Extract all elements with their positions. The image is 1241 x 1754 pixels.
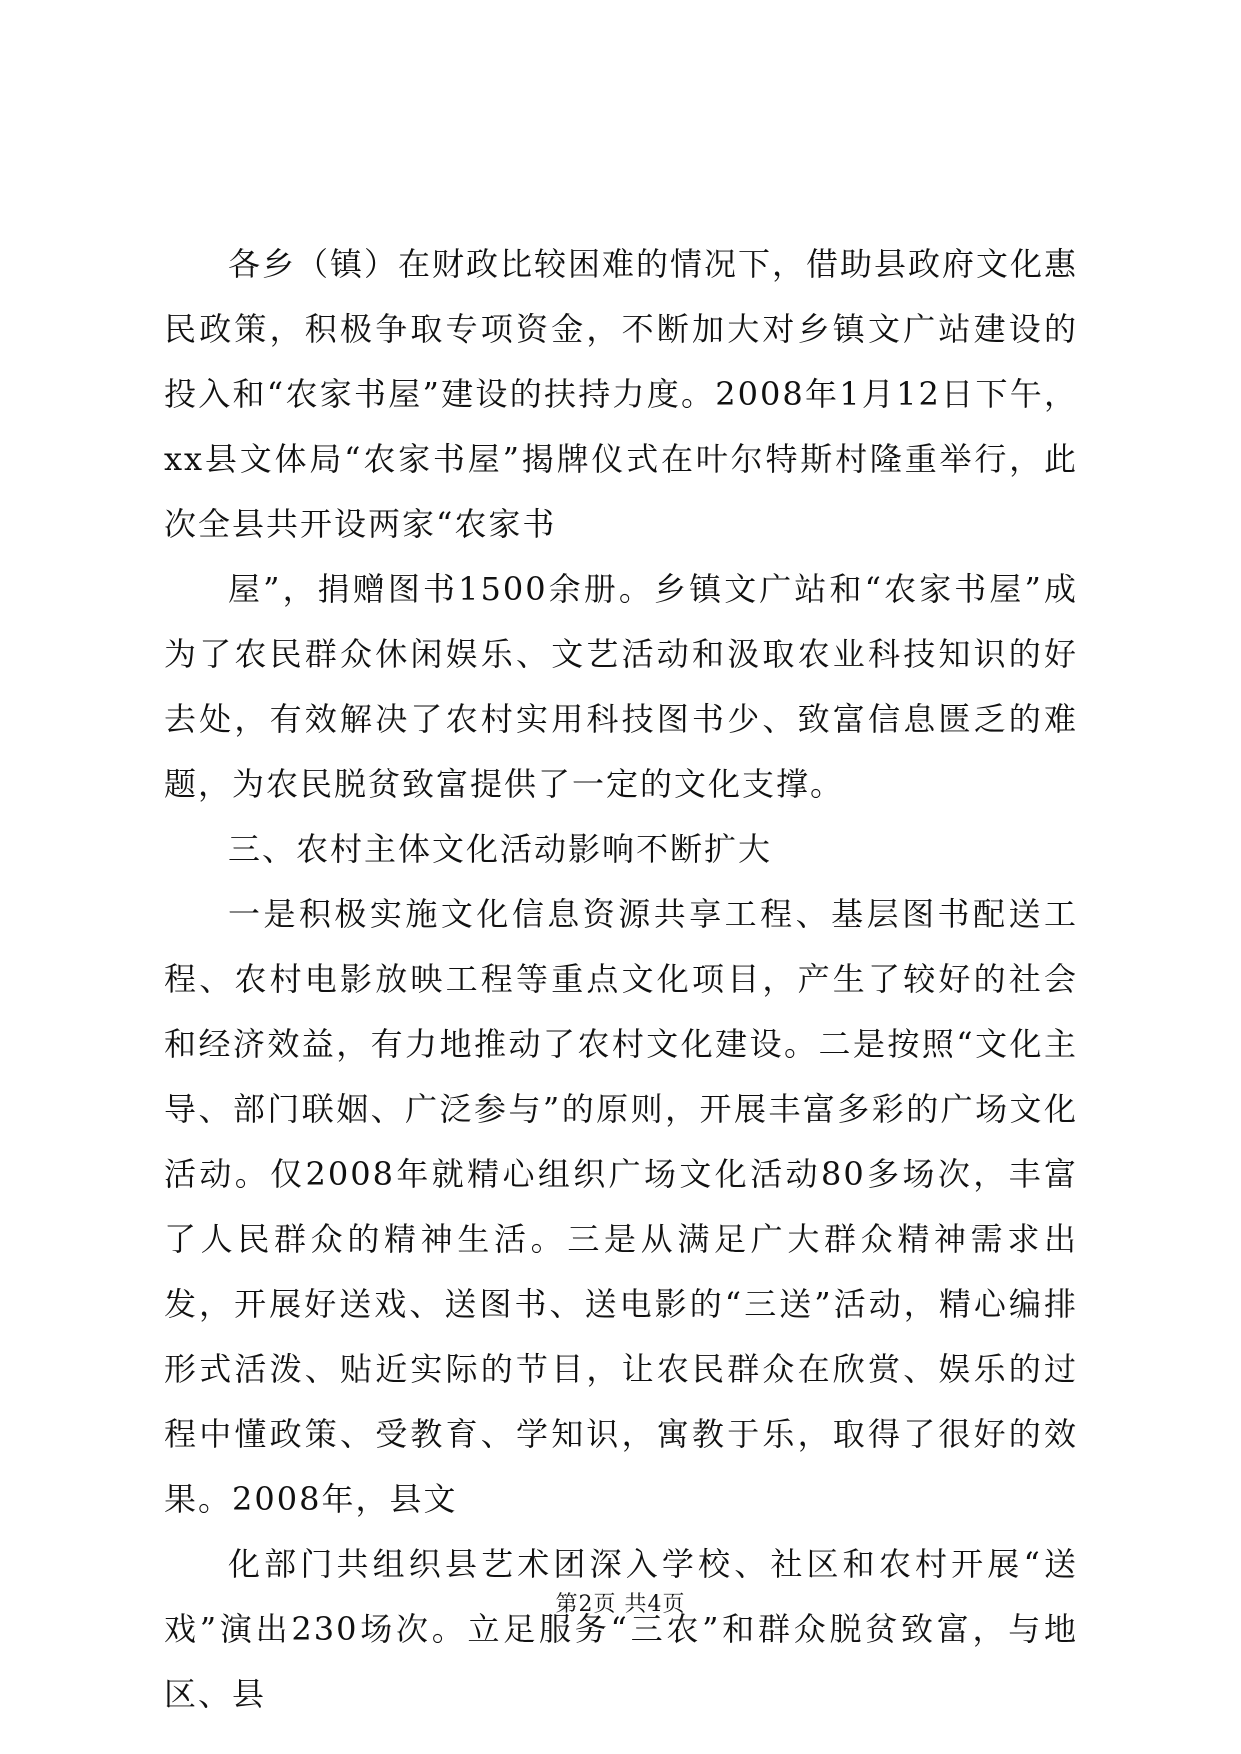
paragraph-rural-bookhouse-part1: 各乡（镇）在财政比较困难的情况下，借助县政府文化惠民政策，积极争取专项资金，不断加大对乡镇文广站建设的投入和“农家书屋”建设的扶持力度。2008年1月12日下午，xx县文体局“农家书屋”揭牌仪式在叶尔特斯村隆重举行，此次全县共开设两家“农家书 bbox=[164, 245, 1079, 543]
section-heading-cultural-activities: 三、农村主体文化活动影响不断扩大 bbox=[228, 830, 773, 868]
paragraph-rural-bookhouse-part2: 屋”，捐赠图书1500余册。乡镇文广站和“农家书屋”成为了农民群众休闲娱乐、文艺活动和汲取农业科技知识的好去处，有效解决了农村实用科技图书少、致富信息匮乏的难题，为农民脱贫致富提供了一定的文化支撑。 bbox=[164, 570, 1078, 803]
paragraph-cultural-projects: 一是积极实施文化信息资源共享工程、基层图书配送工程、农村电影放映工程等重点文化项目，产生了较好的社会和经济效益，有力地推动了农村文化建设。二是按照“文化主导、部门联姻、广泛参与”的原则，开展丰富多彩的广场文化活动。仅2008年就精心组织广场文化活动80多场次，丰富了人民群众的精神生活。三是从满足广大群众精神需求出发，开展好送戏、送图书、送电影的“三送”活动，精心编排形式活泼、贴近实际的节目，让农民群众在欣赏、娱乐的过程中懂政策、受教育、学知识，寓教于乐，取得了很好的效果。2008年，县文 bbox=[164, 895, 1078, 1518]
document-body bbox=[164, 232, 1078, 1727]
paragraph-performances: 化部门共组织县艺术团深入学校、社区和农村开展“送戏”演出230场次。立足服务“三农”和群众脱贫致富，与地区、县 bbox=[164, 1545, 1078, 1713]
page-number-footer: 第2页 共4页 bbox=[555, 1592, 686, 1617]
